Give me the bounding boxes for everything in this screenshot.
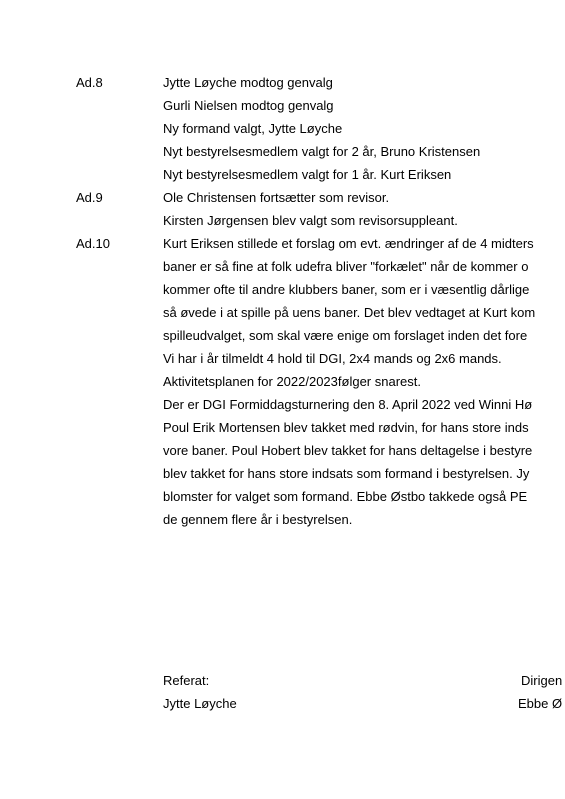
signature-labels-row (0, 671, 565, 691)
item-text: Poul Erik Mortensen blev takket med rødvin, for hans store inds (163, 420, 529, 435)
item-ad8-line-4 (0, 142, 565, 162)
item-text: Der er DGI Formiddagsturnering den 8. April 2022 ved Winni Hø (163, 397, 533, 412)
item-ad10-line-5 (0, 326, 565, 346)
item-ad10-line-6 (0, 349, 565, 369)
item-ad8-line-1 (0, 73, 565, 93)
item-ad10-line-1 (0, 234, 565, 254)
item-text: kommer ofte til andre klubbers baner, som er i væsentlig dårlige (163, 282, 530, 297)
item-label-ad9: Ad.9 (76, 190, 103, 205)
item-text: spilleudvalget, som skal være enige om forslaget inden det fore (163, 328, 528, 343)
item-ad9-line-2 (0, 211, 565, 231)
item-text: Aktivitetsplanen for 2022/2023følger snarest. (163, 374, 421, 389)
dirigent-name: Ebbe Ø (518, 696, 563, 711)
dirigent-label: Dirigen (521, 673, 563, 688)
item-ad10-line-4 (0, 303, 565, 323)
item-label-ad8: Ad.8 (76, 75, 103, 90)
item-ad8-line-2 (0, 96, 565, 116)
item-text: Nyt bestyrelsesmedlem valgt for 2 år, Bruno Kristensen (163, 144, 481, 159)
item-ad8-line-5 (0, 165, 565, 185)
item-text: Kirsten Jørgensen blev valgt som revisorsuppleant. (163, 213, 458, 228)
item-ad10-line-10 (0, 441, 565, 461)
item-text: så øvede i at spille på uens baner. Det blev vedtaget at Kurt kom (163, 305, 536, 320)
item-text: Vi har i år tilmeldt 4 hold til DGI, 2x4 mands og 2x6 mands. (163, 351, 502, 366)
item-ad10-line-12 (0, 487, 565, 507)
item-ad10-line-13 (0, 510, 565, 530)
item-ad10-line-9 (0, 418, 565, 438)
item-ad10-line-2 (0, 257, 565, 277)
item-label-ad10: Ad.10 (76, 236, 110, 251)
item-text: Jytte Løyche modtog genvalg (163, 75, 333, 90)
referent-name: Jytte Løyche (163, 696, 237, 711)
item-text: Ny formand valgt, Jytte Løyche (163, 121, 343, 136)
item-text: blomster for valget som formand. Ebbe Østbo takkede også PE (163, 489, 528, 504)
item-text: Ole Christensen fortsætter som revisor. (163, 190, 390, 205)
item-text: baner er så fine at folk udefra bliver "forkælet" når de kommer o (163, 259, 529, 274)
signature-names-row (0, 694, 565, 714)
item-text: vore baner. Poul Hobert blev takket for hans deltagelse i bestyre (163, 443, 533, 458)
referat-label: Referat: (163, 673, 210, 688)
item-ad10-line-11 (0, 464, 565, 484)
item-ad10-line-3 (0, 280, 565, 300)
item-ad9-line-1 (0, 188, 565, 208)
item-ad8-line-3 (0, 119, 565, 139)
item-text: Gurli Nielsen modtog genvalg (163, 98, 334, 113)
item-text: Kurt Eriksen stillede et forslag om evt. ændringer af de 4 midters (163, 236, 534, 251)
item-text: de gennem flere år i bestyrelsen. (163, 512, 353, 527)
item-text: blev takket for hans store indsats som formand i bestyrelsen. Jy (163, 466, 530, 481)
item-text: Nyt bestyrelsesmedlem valgt for 1 år. Kurt Eriksen (163, 167, 452, 182)
item-ad10-line-7 (0, 372, 565, 392)
item-ad10-line-8 (0, 395, 565, 415)
